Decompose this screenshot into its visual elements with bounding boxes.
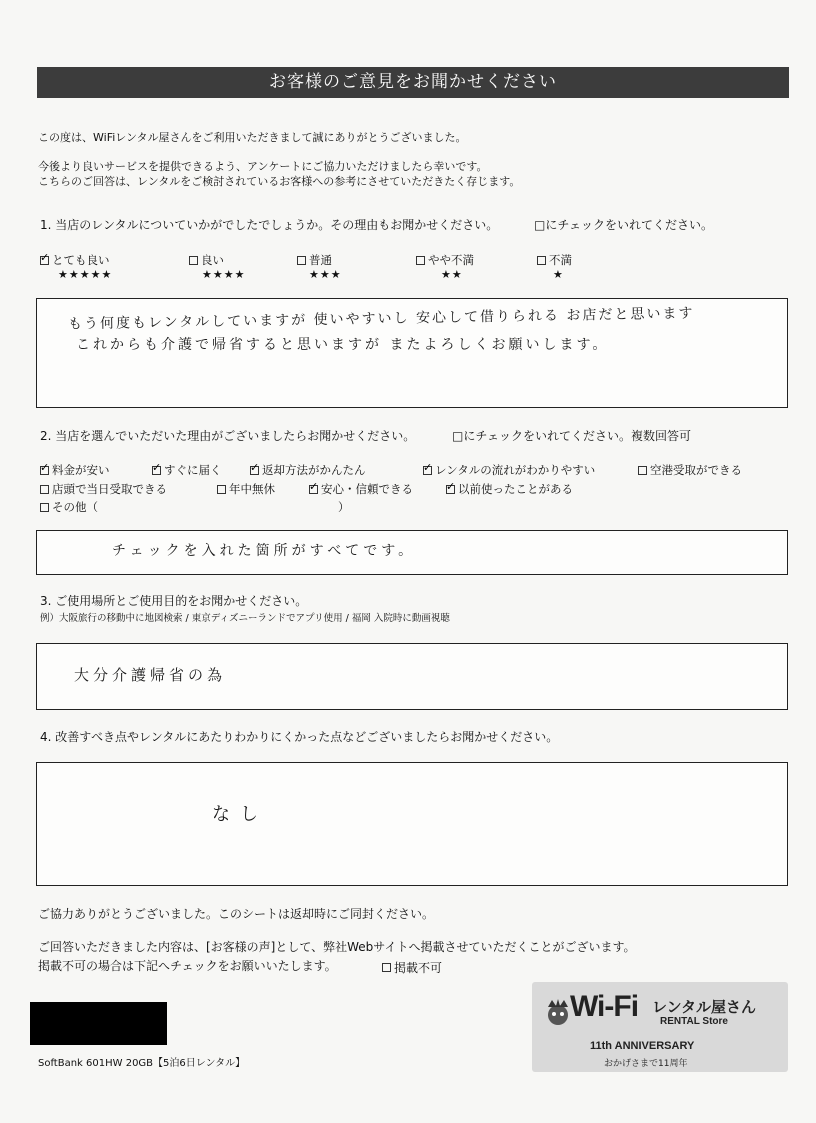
intro-line-3: こちらのご回答は、レンタルをご検討されているお客様への参考にさせていただきたく存じます。 [38,175,521,188]
q1-stars-5: ★★★★★ [58,268,113,281]
checkbox-icon[interactable] [638,466,647,475]
thanks-text: ご協力ありがとうございました。このシートは返却時にご同封ください。 [38,907,435,921]
checkbox-icon[interactable] [250,466,259,475]
q2-option-fast-delivery[interactable]: ✓ すぐに届く [152,462,222,478]
intro-line-1: この度は、WiFiレンタル屋さんをご利用いただきまして誠にありがとうございました。 [38,131,467,144]
logo-wifi: Wi-Fi [570,990,639,1023]
checkbox-icon[interactable] [40,466,49,475]
q4-question: 4. 改善すべき点やレンタルにあたりわかりにくかった点などございましたらお聞かせください。 [40,730,559,744]
intro-line-2: 今後より良いサービスを提供できるよう、アンケートにご協力いただけましたら幸いです。 [38,160,488,173]
checkbox-icon[interactable] [217,485,226,494]
q2-option-easy-return[interactable]: ✓ 返却方法がかんたん [250,462,366,478]
checkbox-icon[interactable] [423,466,432,475]
checkbox-icon[interactable] [152,466,161,475]
checkbox-icon[interactable] [297,256,306,265]
checkbox-icon[interactable] [537,256,546,265]
q1-answer-line-1: もう何度もレンタルしていますが 使いやすいし 安心して借りられる お店だと思います [67,305,695,333]
publish-notice-2: 掲載不可の場合は下記へチェックをお願いいたします。 [38,959,337,973]
q2-option-trustworthy[interactable]: ✓ 安心・信頼できる [309,481,413,497]
checkbox-icon[interactable] [189,256,198,265]
logo-subtitle: おかげさまで11周年 [604,1059,688,1069]
q2-other-close: ） [338,500,350,514]
q1-option-good[interactable]: 良い [189,252,224,268]
q1-stars-3: ★★★ [309,268,342,281]
q2-option-same-day-store[interactable]: 店頭で当日受取できる [40,481,167,497]
footer-product: SoftBank 601HW 20GB【5泊6日レンタル】 [38,1058,246,1069]
checkbox-icon[interactable] [40,503,49,512]
q2-option-clear-process[interactable]: ✓ レンタルの流れがわかりやすい [423,462,595,478]
q1-option-dissatisfied[interactable]: 不満 [537,252,572,268]
q2-hint: □にチェックをいれてください。複数回答可 [452,429,691,443]
mascot-icon [543,998,573,1026]
checkbox-icon[interactable] [382,963,391,972]
q2-option-open-all-year[interactable]: 年中無休 [217,481,275,497]
q2-option-used-before[interactable]: ✓ 以前使ったことがある [446,481,573,497]
logo-rental: レンタル屋さん [652,998,757,1016]
q4-answer-box[interactable] [36,762,788,886]
logo-anniversary: 11th ANNIVERSARY [590,1040,695,1052]
no-publish-option[interactable]: 掲載不可 [382,959,442,976]
checkbox-icon[interactable] [40,256,49,265]
checkbox-icon[interactable] [446,485,455,494]
q2-option-airport-pickup[interactable]: 空港受取ができる [638,462,742,478]
q4-answer: なし [212,804,268,825]
q2-option-cheap[interactable]: ✓ 料金が安い [40,462,110,478]
checkbox-icon[interactable] [309,485,318,494]
q1-option-somewhat-dissatisfied[interactable]: やや不満 [416,252,474,268]
q1-stars-2: ★★ [441,268,463,281]
checkbox-icon[interactable] [40,485,49,494]
q1-question: 1. 当店のレンタルについていかがでしたでしょうか。その理由もお聞かせください。 [40,218,499,232]
q3-example: 例）大阪旅行の移動中に地図検索 / 東京ディズニーランドでアプリ使用 / 福岡 入院時に動画視聴 [40,613,450,624]
q3-question: 3. ご使用場所とご使用目的をお聞かせください。 [40,594,308,608]
q2-question: 2. 当店を選んでいただいた理由がございましたらお聞かせください。 [40,429,416,443]
q1-option-very-good[interactable]: ✓ とても良い [40,252,110,268]
redacted-block [30,1002,167,1045]
q1-stars-1: ★ [553,268,564,281]
q1-option-average[interactable]: 普通 [297,252,332,268]
q1-stars-4: ★★★★ [202,268,246,281]
q2-answer: チェックを入れた箇所がすべてです。 [112,543,417,559]
q1-answer-line-2: これからも介護で帰省すると思いますが またよろしくお願いします。 [76,337,610,353]
q1-hint: □にチェックをいれてください。 [534,218,713,232]
publish-notice-1: ご回答いただきました内容は、[お客様の声]として、弊社Webサイトへ掲載させていただくことがございます。 [38,940,636,954]
checkbox-icon[interactable] [416,256,425,265]
q3-answer: 大分介護帰省の為 [74,666,227,684]
survey-title: お客様のご意見をお聞かせください [37,67,789,98]
logo-rental-store: RENTAL Store [660,1016,728,1027]
q2-option-other[interactable]: その他（ [40,499,98,515]
